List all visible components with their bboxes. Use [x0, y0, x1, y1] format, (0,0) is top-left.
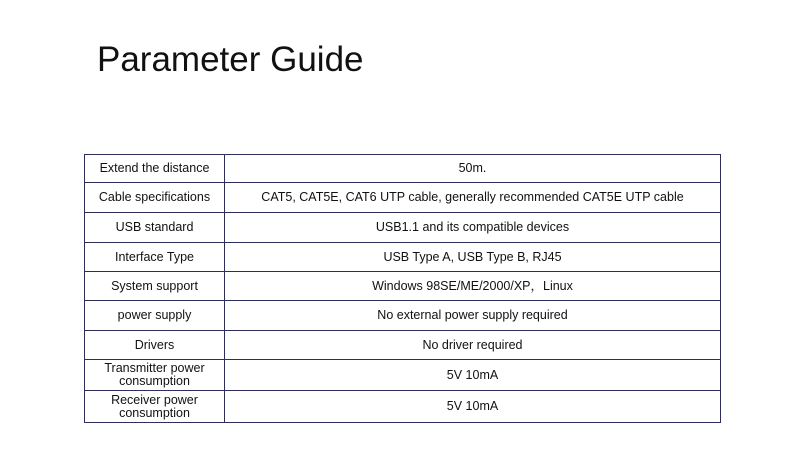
table-row	[85, 360, 721, 391]
row-label: Receiver power consumption	[85, 391, 225, 423]
parameter-table	[84, 154, 721, 423]
row-value: 5V 10mA	[225, 391, 721, 423]
row-value: USB Type A, USB Type B, RJ45	[225, 243, 721, 272]
row-label: Transmitter power consumption	[85, 360, 225, 391]
row-label: Cable specifications	[85, 183, 225, 213]
row-label: System support	[85, 272, 225, 301]
row-value: 50m.	[225, 155, 721, 183]
table-row	[85, 243, 721, 272]
row-value: No driver required	[225, 331, 721, 360]
row-value: Windows 98SE/ME/2000/XP，Linux	[225, 272, 721, 301]
page-title: Parameter Guide	[97, 40, 364, 79]
row-label: USB standard	[85, 213, 225, 243]
row-value: No external power supply required	[225, 301, 721, 331]
row-value: 5V 10mA	[225, 360, 721, 391]
row-value: CAT5, CAT5E, CAT6 UTP cable, generally recommended CAT5E UTP cable	[225, 183, 721, 213]
table-row	[85, 391, 721, 423]
row-label: Interface Type	[85, 243, 225, 272]
row-label: Drivers	[85, 331, 225, 360]
table-row	[85, 155, 721, 183]
table-row	[85, 272, 721, 301]
table-row	[85, 301, 721, 331]
row-label: Extend the distance	[85, 155, 225, 183]
row-value: USB1.1 and its compatible devices	[225, 213, 721, 243]
row-label: power supply	[85, 301, 225, 331]
table-row	[85, 183, 721, 213]
table-row	[85, 331, 721, 360]
table-row	[85, 213, 721, 243]
